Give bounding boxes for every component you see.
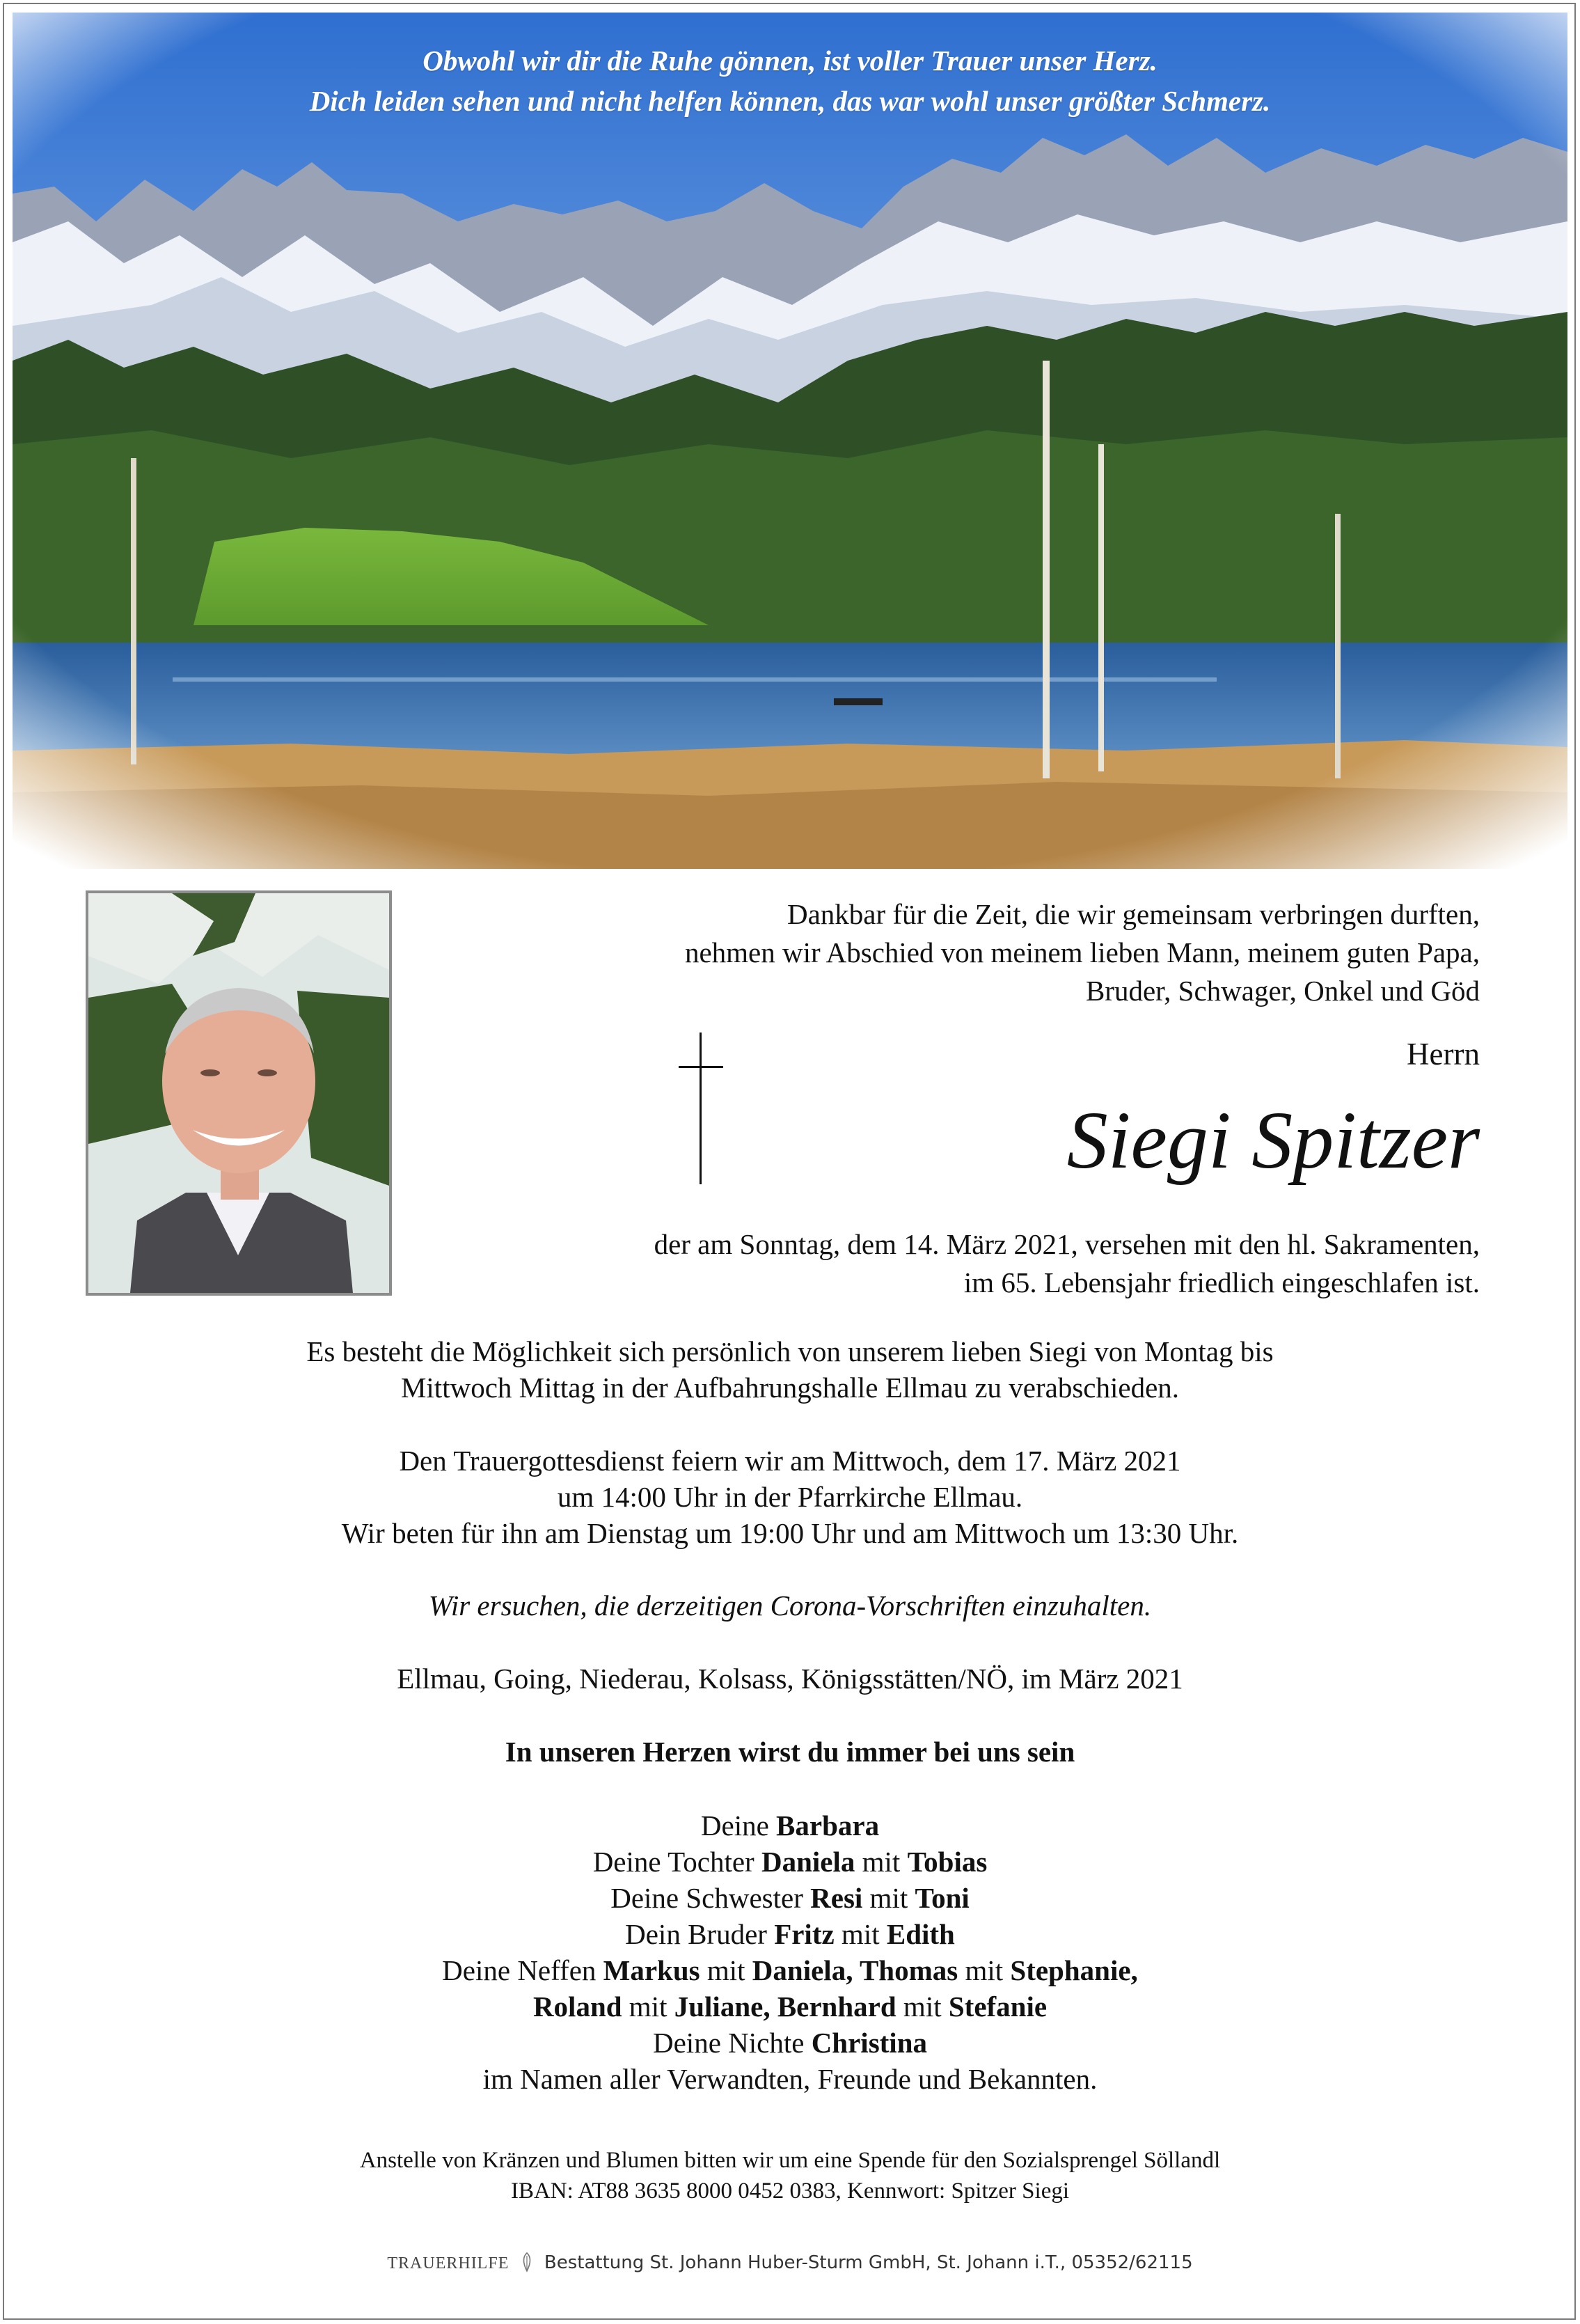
- deceased-name: Siegi Spitzer: [1066, 1094, 1480, 1186]
- salutation: Herrn: [1407, 1037, 1480, 1071]
- mourner-line-5: [0, 1952, 1580, 1988]
- mourner-text: Deine Nichte: [653, 2027, 812, 2059]
- cross-icon: [679, 1033, 723, 1184]
- footer: [0, 2252, 1580, 2273]
- mourner-line-1: [0, 1807, 1580, 1844]
- intro-line-3: Bruder, Schwager, Onkel und Göd: [1085, 975, 1480, 1007]
- footer-brand: TRAUERHILFE: [387, 2254, 509, 2272]
- mourner-text: Deine Schwester: [610, 1882, 811, 1914]
- mourner-text: Dein Bruder: [625, 1918, 775, 1950]
- death-line-2: im 65. Lebensjahr friedlich eingeschlafen ist.: [963, 1266, 1480, 1298]
- mourner-name: Edith: [886, 1918, 955, 1950]
- mourner-name: Stephanie,: [1010, 1954, 1138, 1986]
- portrait-illustration: [88, 893, 389, 1293]
- mourner-text: mit: [622, 1991, 674, 2023]
- service-line-2: um 14:00 Uhr in der Pfarrkirche Ellmau.: [557, 1481, 1023, 1513]
- quote-line-2: Dich leiden sehen und nicht helfen können, das war wohl unser größter Schmerz.: [309, 85, 1271, 117]
- intro-line-1: Dankbar für die Zeit, die wir gemeinsam verbringen durften,: [787, 898, 1480, 930]
- mourner-text: mit: [700, 1954, 752, 1986]
- mourner-name: Daniela, Thomas: [752, 1954, 958, 1986]
- donation-line-2: IBAN: AT88 3635 8000 0452 0383, Kennwort: Spitzer Siegi: [510, 2178, 1070, 2204]
- mourner-name: Barbara: [776, 1809, 880, 1842]
- motto: In unseren Herzen wirst du immer bei uns sein: [505, 1736, 1075, 1768]
- viewing-line-1: Es besteht die Möglichkeit sich persönlich von unserem lieben Siegi von Montag bis: [306, 1335, 1274, 1367]
- service-line-1: Den Trauergottesdienst feiern wir am Mittwoch, dem 17. März 2021: [399, 1445, 1181, 1477]
- mourner-line-4: [0, 1916, 1580, 1952]
- mourner-name: Resi: [810, 1882, 863, 1914]
- mourner-name: Fritz: [774, 1918, 835, 1950]
- service-line-3: Wir beten für ihn am Dienstag um 19:00 Uhr und am Mittwoch um 13:30 Uhr.: [341, 1517, 1239, 1549]
- mourner-text: Deine Tochter: [592, 1846, 761, 1878]
- mourner-name: Markus: [603, 1954, 700, 1986]
- mourner-name: Juliane, Bernhard: [674, 1991, 896, 2023]
- death-line-1: der am Sonntag, dem 14. März 2021, versehen mit den hl. Sakramenten,: [654, 1228, 1480, 1260]
- landscape-illustration: [13, 13, 1567, 869]
- footer-text: Bestattung St. Johann Huber-Sturm GmbH, St. Johann i.T., 05352/62115: [544, 2252, 1193, 2273]
- mourner-text: mit: [855, 1846, 908, 1878]
- portrait-photo: [86, 890, 392, 1296]
- mourner-text: mit: [862, 1882, 915, 1914]
- corona-note: Wir ersuchen, die derzeitigen Corona-Vorschriften einzuhalten.: [428, 1589, 1152, 1622]
- mourner-name: Roland: [532, 1991, 622, 2023]
- quote-line-1: Obwohl wir dir die Ruhe gönnen, ist voller Trauer unser Herz.: [422, 45, 1158, 77]
- mourner-text: mit: [896, 1991, 949, 2023]
- donation-line-1: Anstelle von Kränzen und Blumen bitten wir um eine Spende für den Sozialsprengel Söllandl: [359, 2148, 1221, 2173]
- mourner-text: Deine Neffen: [442, 1954, 603, 1986]
- mourner-name: Stefanie: [948, 1991, 1048, 2023]
- mourner-text: mit: [958, 1954, 1011, 1986]
- hero-landscape-image: [13, 13, 1567, 869]
- mourner-name: Tobias: [907, 1846, 988, 1878]
- mourner-name: Christina: [811, 2027, 927, 2059]
- place-date: Ellmau, Going, Niederau, Kolsass, Königsstätten/NÖ, im März 2021: [397, 1663, 1183, 1695]
- mourner-line-6: [0, 1988, 1580, 2025]
- viewing-line-2: Mittwoch Mittag in der Aufbahrungshalle Ellmau zu verabschieden.: [400, 1372, 1180, 1404]
- mourner-line-7: [0, 2025, 1580, 2061]
- intro-line-2: nehmen wir Abschied von meinem lieben Mann, meinem guten Papa,: [684, 936, 1480, 968]
- leaf-icon: [519, 2252, 535, 2272]
- mourner-line-3: [0, 1880, 1580, 1916]
- mourner-name: Daniela: [761, 1846, 855, 1878]
- mourner-text: mit: [834, 1918, 887, 1950]
- mourner-line-8: im Namen aller Verwandten, Freunde und Bekannten.: [482, 2063, 1098, 2095]
- mourner-name: Toni: [915, 1882, 970, 1914]
- mourner-line-2: [0, 1844, 1580, 1880]
- mourner-text: Deine: [700, 1809, 777, 1842]
